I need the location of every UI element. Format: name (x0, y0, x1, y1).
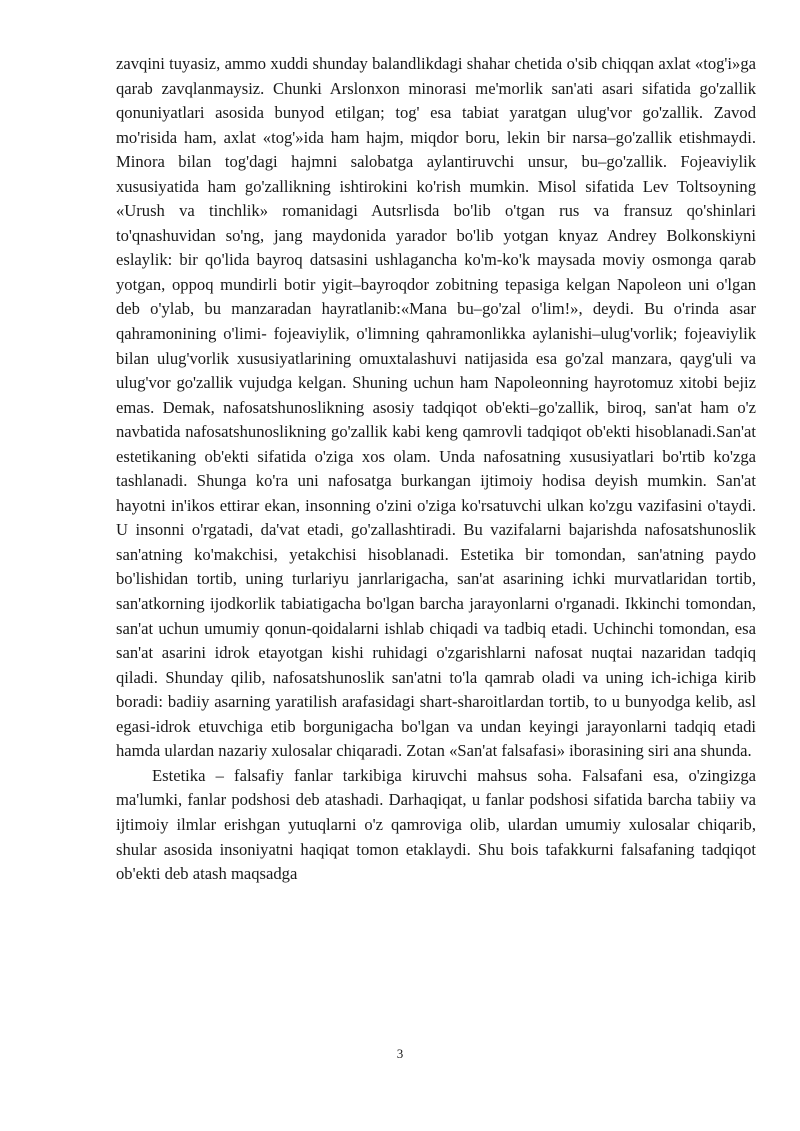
paragraph-estetika: Estetika – falsafiy fanlar tarkibiga kiruvchi mahsus soha. Falsafani esa, o'zingizga ma'lumki, fanlar podshosi deb atashadi. Darhaqiqat, u fanlar podshosi sifatida barcha tabiiy va ijtimoiy ilmlar erishgan yutuqlarni o'z qamroviga olib, ulardan umumiy xulosalar chiqarib, shular asosida insoniyatni haqiqat tomon etaklaydi. Shu bois tafakkurni falsafaning tadqiqot ob'ekti deb atash maqsadga (116, 765, 756, 884)
paragraph-continuation: zavqini tuyasiz, ammo xuddi shunday balandlikdagi shahar chetida o'sib chiqqan axlat «tog'i»ga qarab zavqlanmaysiz. Chunki Arslonxon minorasi me'morlik san'ati asari sifatida go'zallik qonuniyatlari asosida bunyod etilgan; tog' esa tabiat yaratgan ulug'vor go'zallik. Zavod mo'risida ham, axlat «tog'»ida ham hajm, miqdor boru, lekin bir narsa–go'zallik etishmaydi. Minora bilan tog'dagi hajmni salobatga aylantiruvchi unsur, bu–go'zallik. Fojeaviylik xususiyatida ham go'zallikning ishtirokini ko'rish mumkin. Misol sifatida Lev Toltsoyning «Urush va tinchlik» romanidagi Autsrlisda bo'lib o'tgan rus va fransuz qo'shinlari to'qnashuvidan so'ng, jang maydonida yarador bo'lib yotgan knyaz Andrey Bolkonskiyni eslaylik: bir qo'lida bayroq datsasini ushlagancha ko'm-ko'k maysada moviy osmonga qarab yotgan, oppoq mundirli botir yigit–bayroqdor zobitning tepasiga kelgan Napoleon uni o'lgan deb o'ylab, bu manzaradan hayratlanib:«Mana bu–go'zal o'lim!», deydi. Bu o'rinda asar qahramonining o'limi- fojeaviylik, o'limning qahramonlikka aylanishi–ulug'vorlik; fojeaviylik bilan ulug'vorlik xususiyatlarining omuxtalashuvi natijasida esa go'zal manzara, qayg'uli va ulug'vor go'zallik vujudga kelgan. Shuning uchun ham Napoleonning hayrotomuz xitobi bejiz emas. Demak, nafosatshunoslikning asosiy tadqiqot ob'ekti–go'zallik, biroq, san'at ham o'z navbatida nafosatshunoslikning go'zallik kabi keng qamrovli tadqiqot ob'ekti hisoblanadi.San'at estetikaning ob'ekti sifatida o'ziga xos olam. Unda nafosatning xususiyatlari bo'rtib ko'zga tashlanadi. Shunga ko'ra uni nafosatga burkangan ijtimoiy hodisa deyish mumkin. San'at hayotni in'ikos ettirar ekan, insonning o'zini o'ziga ko'rsatuvchi ulkan ko'zgu vazifasini o'taydi. U insonni o'rgatadi, da'vat etadi, go'zallashtiradi. Bu vazifalarni bajarishda nafosatshunoslik san'atning ko'makchisi, yetakchisi hisoblanadi. Estetika bir tomondan, san'atning paydo bo'lishidan tortib, uning turlariyu janrlarigacha, san'at asarining ichki murvatlaridan tortib, san'atkorning ijodkorlik tabiatigacha bo'lgan barcha jarayonlarni o'rganadi. Ikkinchi tomondan, san'at uchun umumiy qonun-qoidalarni ishlab chiqadi va tadbiq etadi. Uchinchi tomondan, esa san'at asarini idrok etayotgan kishi ruhidagi o'zgarishlarni nafosat nuqtai nazaridan tadqiq qiladi. Shunday qilib, nafosatshunoslik san'atni to'la qamrab oladi va uning ich-ichiga kirib boradi: badiiy asarning yaratilish arafasidagi shart-sharoitlardan tortib, to u bunyodga kelib, asl egasi-idrok etuvchiga etib borgunigacha bo'lgan va undan keyingi jarayonlarni tadqiq etadi hamda ulardan nazariy xulosalar chiqaradi. Zotan «San'at falsafasi» iborasining siri ana shunda. (116, 54, 756, 761)
body-text (116, 52, 756, 887)
page-number: 3 (396, 1046, 404, 1061)
